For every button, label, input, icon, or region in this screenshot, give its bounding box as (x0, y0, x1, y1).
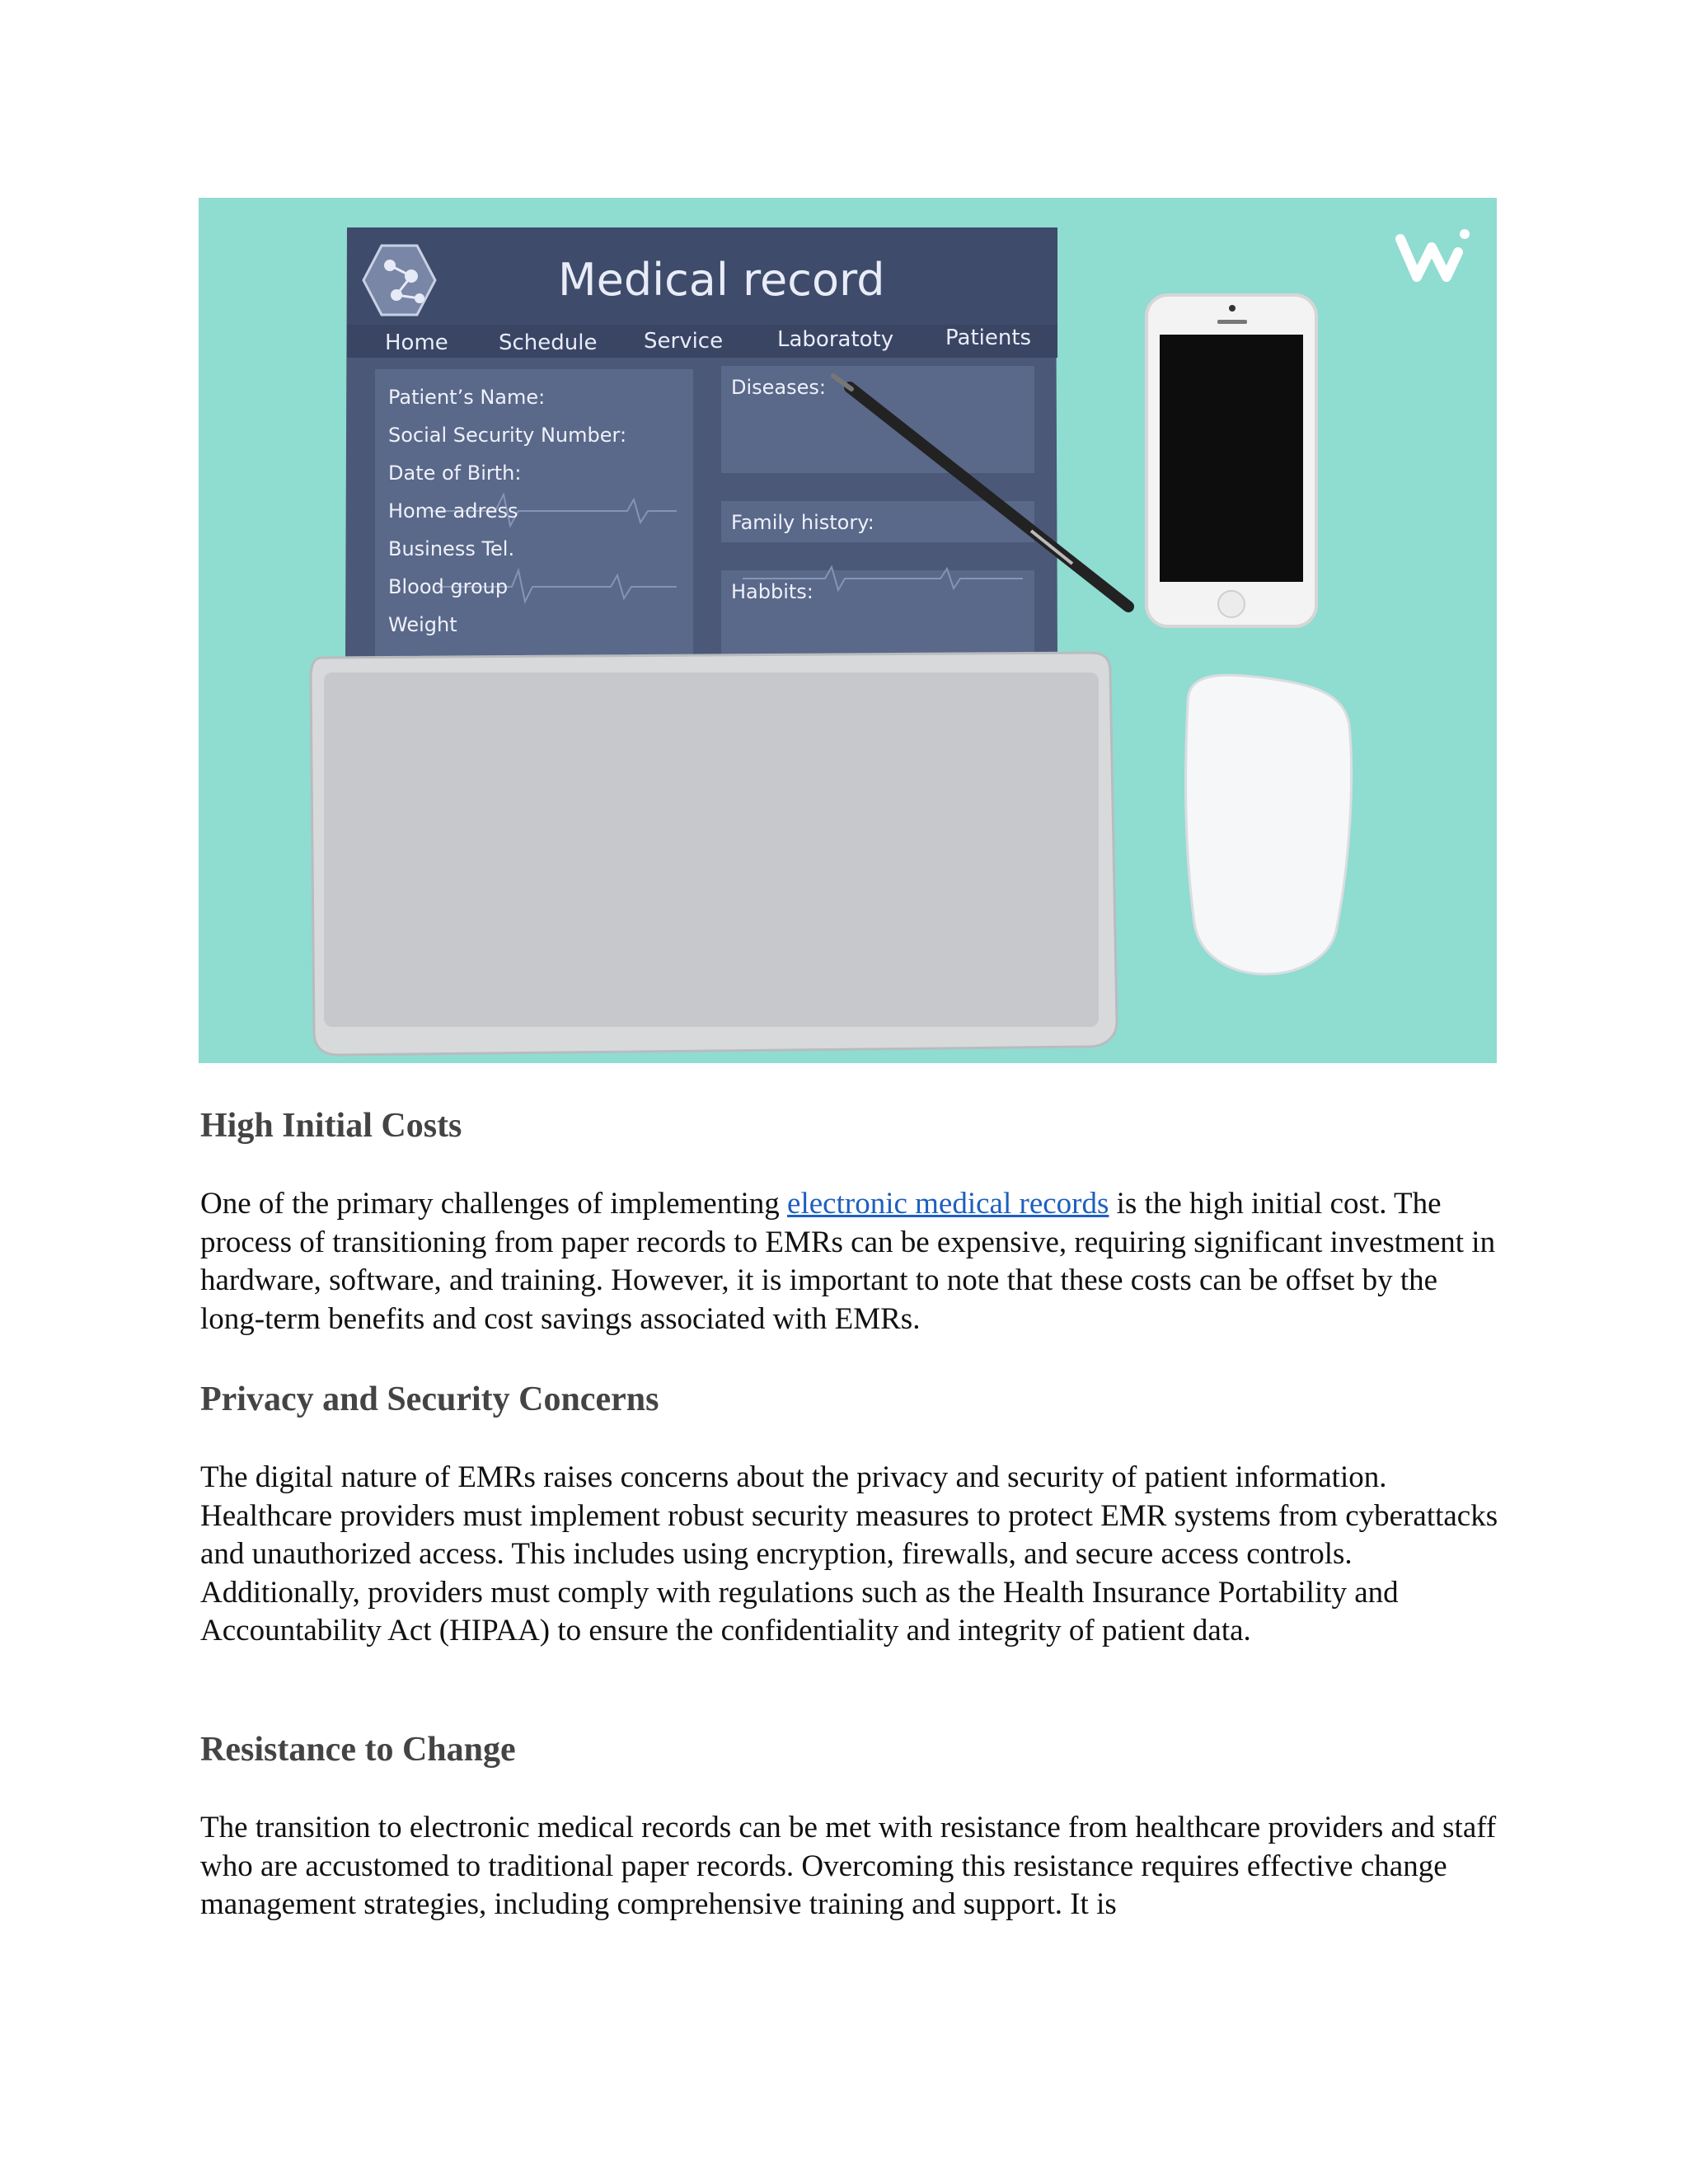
field-dob: Date of Birth: (388, 462, 522, 485)
paragraph-text: One of the primary challenges of implementing (200, 1187, 788, 1221)
field-blood-group: Blood group (388, 575, 509, 598)
field-diseases: Diseases: (731, 376, 826, 399)
card-nav-home: Home (385, 330, 448, 355)
hero-image (199, 198, 1497, 1063)
paragraph-high-initial-costs (200, 1185, 1503, 1338)
mouse-icon (1186, 675, 1352, 974)
card-nav-patients: Patients (945, 326, 1032, 350)
field-home-address: Home adress (388, 499, 518, 523)
field-family-history: Family history: (731, 511, 874, 534)
field-weight: Weight (388, 613, 457, 636)
heading-high-initial-costs: High Initial Costs (200, 1107, 462, 1145)
paragraph-resistance-to-change: The transition to electronic medical records can be met with resistance from healthcare providers and staff who are accustomed to traditional paper records. Overcoming this resistance requires effective change management strategies, including comprehensive training and support. It is (200, 1811, 1497, 1922)
paragraph-text: is the high initial cost. The process of transitioning from paper records to EMRs can be expensive, requiring significant investment in hardware, software, and training. However, it is important to note that these costs can be offset by the long-term benefits and cost savings associated with EMRs. (200, 1187, 1496, 1336)
field-patient-name: Patient’s Name: (388, 386, 546, 409)
field-ssn: Social Security Number: (388, 424, 627, 447)
card-nav-schedule: Schedule (499, 330, 598, 355)
field-habits: Habbits: (731, 580, 814, 603)
field-business-tel: Business Tel. (388, 537, 515, 560)
heading-resistance-to-change: Resistance to Change (200, 1731, 516, 1769)
card-title: Medical record (558, 254, 885, 306)
heading-privacy-security: Privacy and Security Concerns (200, 1380, 659, 1418)
smartphone-icon (1146, 295, 1316, 626)
electronic-medical-records-link[interactable]: electronic medical records (787, 1187, 1109, 1221)
card-nav-laboratory: Laboratoty (777, 327, 894, 352)
card-nav-service: Service (644, 329, 724, 354)
paragraph-privacy-security: The digital nature of EMRs raises concerns about the privacy and security of patient information. Healthcare providers must implement robust security measures to protect EMR systems from cyberattacks and unauthorized access. This includes using encryption, firewalls, and secure access controls. Additionally, providers must comply with regulations such as the Health Insurance Portability and Accountability Act (HIPAA) to ensure the confidentiality and integrity of patient data. (200, 1460, 1498, 1648)
medical-record-card (345, 227, 1057, 659)
keyboard-icon (311, 653, 1117, 1055)
